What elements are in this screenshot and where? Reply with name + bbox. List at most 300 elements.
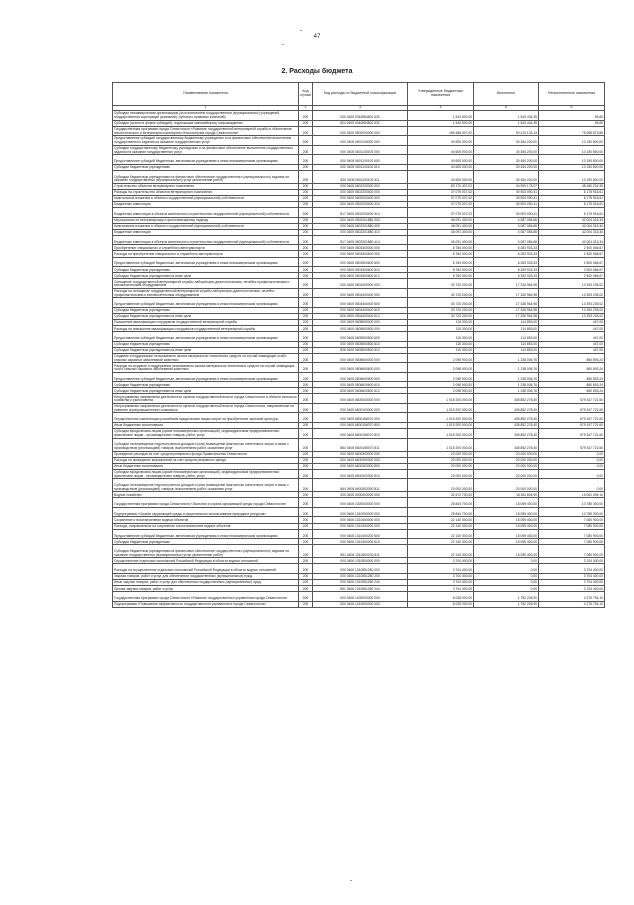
row-remaining: 579 347 721,60 <box>539 413 605 423</box>
row-code: 200 <box>299 413 313 423</box>
row-classification: 000 0405 0602200400 400 <box>313 195 408 201</box>
table-row <box>113 347 605 353</box>
row-code: 200 <box>299 223 313 229</box>
row-classification: 000 0405 0605500500 600 <box>313 332 408 342</box>
row-name: Субсидии на возмещение недополученных доходов и (или) возмещение фактически понесенных затрат в связи с производством (реализацией) товаров, выполнением работ, оказанием услуг <box>113 438 299 451</box>
row-classification: 817 0405 0602200400 414 <box>313 208 408 218</box>
table-row <box>113 183 605 189</box>
row-code: 200 <box>299 429 313 439</box>
row-remaining: 447,00 <box>539 332 605 342</box>
row-remaining: 4 275 794,10 <box>539 592 605 602</box>
row-code: 200 <box>299 208 313 218</box>
row-remaining: 3 704 400,00 <box>539 586 605 592</box>
row-executed: 114 853,00 <box>474 332 539 342</box>
row-name: Осуществление отдельных полномочий Российской Федерации в области водных отношений <box>113 558 299 564</box>
table-row <box>113 257 605 267</box>
row-approved: 20 000 000,00 <box>408 457 474 463</box>
row-code: 200 <box>299 388 313 394</box>
row-remaining: 860 893,24 <box>539 382 605 388</box>
row-remaining: 2 500 066,67 <box>539 251 605 257</box>
row-approved: 37 079 007,02 <box>408 208 474 218</box>
table-row <box>113 479 605 492</box>
table-row <box>113 545 605 558</box>
row-name: Приобретение специального и служебного автотранспорта <box>113 245 299 251</box>
row-approved: 3 704 400,00 <box>408 558 474 564</box>
row-approved: 37 079 007,02 <box>408 195 474 201</box>
table-row <box>113 319 605 325</box>
row-remaining: 579 347 721,60 <box>539 422 605 428</box>
row-executed: 34 990 175,07 <box>474 183 539 189</box>
row-name: Подпрограмма «Повышение эффективности государственного управления в городе Севастополе» <box>113 601 299 607</box>
row-approved: 6 028 000,00 <box>408 601 474 607</box>
row-name: Предоставление субсидий бюджетным, автономным учреждениям и иным некоммерческим организациям <box>113 298 299 308</box>
row-executed: 30 454 200,00 <box>474 136 539 146</box>
table-row <box>113 469 605 479</box>
row-remaining: 7 080 900,00 <box>539 545 605 558</box>
row-executed: 435 852 278,40 <box>474 422 539 428</box>
row-executed: 0,00 <box>474 586 539 592</box>
row-code: 200 <box>299 341 313 347</box>
row-classification: 000 0405 0604400400 610 <box>313 307 408 313</box>
row-code: 200 <box>299 558 313 564</box>
row-code: 200 <box>299 235 313 245</box>
row-code: 200 <box>299 170 313 183</box>
row-remaining: 0,00 <box>539 457 605 463</box>
row-code: 200 <box>299 463 313 469</box>
row-classification: 000 0405 0340584802 630 <box>313 111 408 121</box>
row-code: 200 <box>299 120 313 126</box>
row-code: 200 <box>299 332 313 342</box>
row-executed: 30 903 090,41 <box>474 201 539 207</box>
row-remaining: 0,00 <box>539 451 605 457</box>
row-remaining: 65,65 <box>539 111 605 121</box>
row-code: 200 <box>299 164 313 170</box>
row-remaining: 4 275 794,10 <box>539 601 605 607</box>
row-approved: 46 091 400,00 <box>408 217 474 223</box>
row-remaining: 42 004 315,34 <box>539 235 605 245</box>
row-name: Предоставление субсидий бюджетным, автономным учреждениям и иным некоммерческим организациям <box>113 529 299 539</box>
row-name: Предоставление субсидий бюджетным, автономным учреждениям и иным некоммерческим организациям <box>113 257 299 267</box>
row-name: Бюджетные инвестиции в объекты капитального строительства государственной (муниципальной) собственности <box>113 235 299 245</box>
row-classification: 826 0405 0606600600 612 <box>313 388 408 394</box>
row-classification: 804 0405 0340584802 632 <box>313 120 408 126</box>
row-approved: 20 000 000,00 <box>408 463 474 469</box>
row-approved: 3 704 400,00 <box>408 573 474 579</box>
table-row <box>113 457 605 463</box>
row-approved: 1 015 200 000,00 <box>408 403 474 413</box>
row-remaining: 13 393 235,02 <box>539 288 605 298</box>
row-name: Субсидии бюджетным учреждениям <box>113 539 299 545</box>
row-remaining: 0,00 <box>539 479 605 492</box>
row-executed: 15 059 400,00 <box>474 529 539 539</box>
row-executed: 15 059 400,00 <box>474 539 539 545</box>
row-remaining: 3 704 400,00 <box>539 558 605 564</box>
row-remaining: 2 500 066,67 <box>539 273 605 279</box>
row-code: 200 <box>299 155 313 165</box>
row-remaining: 13 393 235,02 <box>539 307 605 313</box>
section-title: 2. Расходы бюджета <box>281 68 353 75</box>
row-executed: 435 852 278,40 <box>474 413 539 423</box>
table-row <box>113 235 605 245</box>
table-row <box>113 523 605 529</box>
row-classification: 000 0405 6600156070 800 <box>313 422 408 428</box>
row-code: 200 <box>299 363 313 373</box>
row-classification: 000 0405 0603300000 000 <box>313 245 408 251</box>
row-classification: 864 0405 6600300300 811 <box>313 479 408 492</box>
row-code: 200 <box>299 298 313 308</box>
row-name: Расходы на приобретение специального и служебного автотранспорта <box>113 251 299 257</box>
row-classification: 000 0405 0603300600 000 <box>313 251 408 257</box>
row-name: Расходы на повышение квалификации сотрудников государственной ветеринарной службы <box>113 326 299 332</box>
table-row <box>113 372 605 382</box>
row-remaining: 6 175 916,61 <box>539 189 605 195</box>
row-executed: 30 903 090,41 <box>474 195 539 201</box>
row-approved: 30 720 200,00 <box>408 307 474 313</box>
table-row <box>113 245 605 251</box>
row-code: 200 <box>299 353 313 363</box>
table-row <box>113 145 605 155</box>
row-code: 200 <box>299 592 313 602</box>
table-row <box>113 438 605 451</box>
row-executed: 1 543 434,35 <box>474 111 539 121</box>
row-code: 200 <box>299 573 313 579</box>
row-name: Мероприятия по ветеринарному и фитосанитарному надзору <box>113 217 299 223</box>
row-name: Государственная программа города Севастополя «Развитие государственного управления города Севастополя» <box>113 592 299 602</box>
row-approved: 40 605 000,00 <box>408 155 474 165</box>
row-executed: 30 454 200,00 <box>474 170 539 183</box>
table-row <box>113 189 605 195</box>
row-name: Расходы на строительство объектов ветеринарного назначения <box>113 189 299 195</box>
row-name: Субсидии бюджетным учреждениям на финансовое обеспечение государственного (муниципального) задания на оказание государственных (муниципальных) услуг (выполнение работ) <box>113 170 299 183</box>
scan-speck <box>282 44 284 45</box>
row-remaining: 860 893,24 <box>539 363 605 373</box>
table-row <box>113 363 605 373</box>
row-code: 200 <box>299 279 313 289</box>
row-remaining: 447,00 <box>539 326 605 332</box>
row-name: Субсидии бюджетным учреждениям на финансовое обеспечение государственного (муниципального) задания на оказание государственных (муниципальных) услуг (выполнение работ) <box>113 545 299 558</box>
table-row <box>113 579 605 585</box>
row-classification: 000 0405 0603300600 610 <box>313 267 408 273</box>
row-remaining: 10 785 300,00 <box>539 507 605 517</box>
row-approved: 20 000 000,00 <box>408 469 474 479</box>
row-executed: 0,00 <box>474 579 539 585</box>
row-code: 200 <box>299 438 313 451</box>
row-classification: 864 0405 6600156070 811 <box>313 438 408 451</box>
row-code: 200 <box>299 189 313 195</box>
row-remaining: 13 393 235,02 <box>539 298 605 308</box>
row-remaining: 3 704 400,00 <box>539 573 605 579</box>
row-remaining: 7 080 900,00 <box>539 539 605 545</box>
row-code: 200 <box>299 111 313 121</box>
row-approved: 3 704 400,00 <box>408 579 474 585</box>
table-row <box>113 592 605 602</box>
row-approved: 30 720 200,00 <box>408 313 474 319</box>
row-classification: 000 0405 6600300300 000 <box>313 457 408 463</box>
table-row <box>113 517 605 523</box>
table-row <box>113 332 605 342</box>
row-approved: 2 098 900,00 <box>408 372 474 382</box>
row-approved: 8 784 000,00 <box>408 267 474 273</box>
row-remaining: 48 180 231,95 <box>539 183 605 189</box>
row-remaining: 6 175 916,61 <box>539 201 605 207</box>
row-name: Расходы на осуществление отдельных полномочий Российской Федерации в области водных отношений <box>113 564 299 574</box>
table-row <box>113 288 605 298</box>
row-approved: 3 704 400,00 <box>408 564 474 574</box>
row-classification: 000 0405 0602201880 410 <box>313 229 408 235</box>
row-name: Иные бюджетные ассигнования <box>113 463 299 469</box>
row-classification: 000 0405 0606600600 000 <box>313 363 408 373</box>
row-executed: 1 752 205,90 <box>474 592 539 602</box>
table-row <box>113 155 605 165</box>
row-approved: 31 672 700,00 <box>408 492 474 498</box>
row-approved: 1 015 200 000,00 <box>408 394 474 404</box>
column-number: 4 <box>408 106 474 111</box>
table-row <box>113 429 605 439</box>
header-unexecuted: Неисполненные назначения <box>539 83 605 106</box>
row-classification: 000 0406 1310400200 600 <box>313 529 408 539</box>
row-classification: 817 0405 0602201880 414 <box>313 235 408 245</box>
row-code: 200 <box>299 201 313 207</box>
row-executed: 15 059 400,00 <box>474 517 539 523</box>
row-code: 200 <box>299 347 313 353</box>
row-approved: 40 605 000,00 <box>408 136 474 146</box>
row-remaining: 447,00 <box>539 347 605 353</box>
row-code: 200 <box>299 523 313 529</box>
row-approved: 2 098 900,00 <box>408 363 474 373</box>
row-approved: 1 015 200 000,00 <box>408 429 474 439</box>
row-classification: 000 0405 0601100000 000 <box>313 136 408 146</box>
row-remaining: 6 175 916,61 <box>539 208 605 218</box>
row-executed: 20 000 000,00 <box>474 451 539 457</box>
row-classification: 000 0405 0602200000 000 <box>313 183 408 189</box>
row-remaining: 579 347 721,60 <box>539 429 605 439</box>
row-classification: 000 0405 0604400400 000 <box>313 288 408 298</box>
row-name: Государственная программа города Севастополя «Развитие государственной ветеринарной службы и обеспечение эпизоотического и ветеринарно-санитарного благополучия города Севастополя» <box>113 126 299 136</box>
row-name: Субсидии бюджетным учреждениям на иные цели <box>113 273 299 279</box>
row-executed: 30 903 090,41 <box>474 189 539 195</box>
row-classification: 826 0405 0603300600 612 <box>313 273 408 279</box>
row-name: Бюджетные инвестиции <box>113 229 299 235</box>
header-executed: Исполнено <box>474 83 539 106</box>
row-approved: 22 140 300,00 <box>408 523 474 529</box>
row-name: Субсидии бюджетным учреждениям <box>113 341 299 347</box>
row-remaining: 42 004 315,34 <box>539 229 605 235</box>
row-remaining: 10 150 800,00 <box>539 164 605 170</box>
row-executed: 1 238 006,76 <box>474 372 539 382</box>
row-code: 200 <box>299 507 313 517</box>
row-classification: 000 0405 6600156070 000 <box>313 413 408 423</box>
row-remaining: 10 150 800,00 <box>539 145 605 155</box>
row-approved: 40 605 000,00 <box>408 164 474 170</box>
table-row <box>113 529 605 539</box>
row-remaining: 75 068 873,88 <box>539 126 605 136</box>
row-classification: 000 0405 0601100100 610 <box>313 164 408 170</box>
row-approved: 25 844 700,00 <box>408 498 474 508</box>
row-remaining: 3 704 400,00 <box>539 564 605 574</box>
row-approved: 25 844 700,00 <box>408 507 474 517</box>
row-code: 200 <box>299 479 313 492</box>
table-row <box>113 217 605 223</box>
table-row <box>113 136 605 146</box>
row-remaining: 579 347 721,60 <box>539 403 605 413</box>
row-executed: 114 853,00 <box>474 347 539 353</box>
table-row <box>113 208 605 218</box>
row-executed: 30 454 200,00 <box>474 155 539 165</box>
row-code: 200 <box>299 136 313 146</box>
row-code: 200 <box>299 319 313 325</box>
row-classification: 000 0405 6600100000 000 <box>313 403 408 413</box>
row-approved: 1 015 200 000,00 <box>408 413 474 423</box>
row-executed: 435 852 278,40 <box>474 438 539 451</box>
row-name: Субсидии бюджетным учреждениям на иные цели <box>113 388 299 394</box>
header-code: Код строки <box>299 83 313 106</box>
row-name: Оснащение государственной ветеринарной службы лабораторно-диагностическим, лечебно-профилактическим и вспомогательным оборудованием <box>113 279 299 289</box>
row-executed: 114 853,00 <box>474 341 539 347</box>
row-code: 200 <box>299 451 313 457</box>
row-executed: 114 853,00 <box>474 319 539 325</box>
column-number: 5 <box>474 106 539 111</box>
row-classification: 851 0406 1310551280 244 <box>313 586 408 592</box>
row-executed: 30 903 090,41 <box>474 208 539 218</box>
row-executed: 0,00 <box>474 564 539 574</box>
row-classification: 000 0406 1310551280 000 <box>313 564 408 574</box>
row-executed: 15 059 400,00 <box>474 507 539 517</box>
row-name: Субсидии бюджетным учреждениям на иные цели <box>113 347 299 353</box>
row-executed: 435 852 278,40 <box>474 429 539 439</box>
row-executed: 15 059 400,00 <box>474 523 539 529</box>
row-name: Капитальные вложения в объекты государственной (муниципальной) собственности <box>113 195 299 201</box>
row-classification: 000 0405 0602200400 000 <box>313 189 408 195</box>
row-executed: 20 000 000,00 <box>474 457 539 463</box>
row-classification: 000 0405 6600156070 810 <box>313 429 408 439</box>
row-approved: 115 300,00 <box>408 347 474 353</box>
table-row <box>113 394 605 404</box>
row-classification: 826 0405 0604400400 612 <box>313 313 408 319</box>
table-row <box>113 451 605 457</box>
row-approved: 22 140 300,00 <box>408 529 474 539</box>
row-remaining: 447,00 <box>539 341 605 347</box>
row-approved: 22 140 300,00 <box>408 545 474 558</box>
row-classification: 000 0406 1310000000 000 <box>313 507 408 517</box>
row-executed: 17 326 964,98 <box>474 307 539 313</box>
row-code: 200 <box>299 183 313 189</box>
row-approved: 20 000 000,00 <box>408 479 474 492</box>
column-number: 2 <box>299 106 313 111</box>
row-code: 200 <box>299 217 313 223</box>
row-approved: 20 000 000,00 <box>408 451 474 457</box>
table-row <box>113 223 605 229</box>
row-classification: 000 0405 0604400000 000 <box>313 279 408 289</box>
row-remaining: 7 080 900,00 <box>539 517 605 523</box>
row-remaining: 10 785 300,00 <box>539 498 605 508</box>
row-code: 200 <box>299 313 313 319</box>
row-remaining: 13 393 235,02 <box>539 279 605 289</box>
row-name: Бюджетные инвестиции в объекты капитального строительства государственной (муниципальной) собственности <box>113 208 299 218</box>
row-approved: 37 079 007,02 <box>408 201 474 207</box>
row-approved: 40 605 000,00 <box>408 170 474 183</box>
row-remaining: 579 347 721,60 <box>539 394 605 404</box>
row-remaining: 2 500 066,67 <box>539 267 605 273</box>
row-code: 200 <box>299 601 313 607</box>
row-classification: 851 0406 1310400200 611 <box>313 545 408 558</box>
row-name: Предоставление субсидий государственному бюджетному учреждению и на финансовое обеспечение выполнения государственного задания на оказание государственных услуг <box>113 136 299 146</box>
table-row <box>113 498 605 508</box>
row-executed: 1 752 205,90 <box>474 601 539 607</box>
row-executed: 4 087 084,66 <box>474 235 539 245</box>
table-row <box>113 126 605 136</box>
header-approved: Утвержденные бюджетные назначения <box>408 83 474 106</box>
row-executed: 15 059 400,00 <box>474 498 539 508</box>
row-name: Расходы на создание и поддержание неснижаемого запаса материально-технических средств на случай ликвидации особо опасных заразных заболеваний животных <box>113 363 299 373</box>
row-remaining: 10 150 800,00 <box>539 155 605 165</box>
table-body <box>113 111 605 608</box>
table-row <box>113 413 605 423</box>
row-approved: 3 704 400,00 <box>408 586 474 592</box>
row-classification: 000 0405 0606600600 600 <box>313 372 408 382</box>
table-row <box>113 298 605 308</box>
row-approved: 8 784 000,00 <box>408 251 474 257</box>
table-row <box>113 251 605 257</box>
row-name: Субсидии государственному бюджетному учреждению и на финансовое обеспечение выполнения государственного задания на оказание государственных услуг <box>113 145 299 155</box>
row-name: Расходы на оснащение государственной ветеринарной службы лабораторно-диагностическим, лечебно-профилактическим и вспомогательным оборудованием <box>113 288 299 298</box>
row-name: Субсидии бюджетным учреждениям <box>113 164 299 170</box>
row-code: 200 <box>299 245 313 251</box>
row-remaining: 860 893,24 <box>539 372 605 382</box>
row-code: 200 <box>299 394 313 404</box>
table-row <box>113 195 605 201</box>
row-approved: 115 300,00 <box>408 332 474 342</box>
row-code: 200 <box>299 492 313 498</box>
table-row <box>113 558 605 564</box>
row-name: Расходы на проведение мероприятий за счет средств резервного фонда <box>113 457 299 463</box>
row-code: 200 <box>299 517 313 523</box>
row-remaining: 7 080 900,00 <box>539 523 605 529</box>
row-name: Создание и поддержание неснижаемого запаса материально-технических средств на случай ликвидации особо опасных заразных заболеваний животных <box>113 353 299 363</box>
header-name: Наименование показателя <box>113 83 299 106</box>
row-classification: 000 0406 0000000000 000 <box>313 492 408 498</box>
row-remaining: 42 004 315,34 <box>539 223 605 229</box>
row-code: 200 <box>299 498 313 508</box>
row-name: Иные закупки товаров, работ и услуг для обеспечения государственных (муниципальных) нужд <box>113 579 299 585</box>
row-executed: 20 000 000,00 <box>474 479 539 492</box>
row-name: Субсидии бюджетным учреждениям на иные цели <box>113 313 299 319</box>
row-classification: 000 0405 0605500500 610 <box>313 341 408 347</box>
row-approved: 1 543 500,00 <box>408 120 474 126</box>
row-approved: 115 300,00 <box>408 341 474 347</box>
row-classification: 000 0406 1310400200 610 <box>313 539 408 545</box>
table-row <box>113 403 605 413</box>
row-name: Субсидии бюджетным учреждениям <box>113 267 299 273</box>
row-classification: 000 0406 1310500000 000 <box>313 558 408 564</box>
row-approved: 8 784 000,00 <box>408 273 474 279</box>
row-name: Проведение расходов за счет средств резервного фонда Правительства Севастополя <box>113 451 299 457</box>
row-code: 200 <box>299 579 313 585</box>
table-row <box>113 601 605 607</box>
row-name: Непрограммные направления деятельности органов государственной власти города Севастополя в области сельского хозяйства и рыболовства <box>114 394 297 403</box>
row-remaining: 10 150 800,00 <box>539 170 605 183</box>
row-executed: 6 283 933,33 <box>474 245 539 251</box>
row-executed: 15 059 400,00 <box>474 545 539 558</box>
row-code: 200 <box>299 372 313 382</box>
row-name: Прочая закупка товаров, работ и услуг <box>113 586 299 592</box>
row-executed: 0,00 <box>474 558 539 564</box>
row-executed: 6 283 933,33 <box>474 251 539 257</box>
row-classification: 000 0405 0602200400 410 <box>313 201 408 207</box>
row-name: Субсидии (гранты в форме субсидий), подлежащие казначейскому сопровождению <box>113 120 299 126</box>
row-classification: 000 0406 1400000000 000 <box>313 592 408 602</box>
row-approved: 165 488 007,02 <box>408 126 474 136</box>
row-name: Непрограммные направления деятельности органов государственной власти города Севастополя, направленные на развитие агропромышленного комплекса <box>113 403 299 413</box>
